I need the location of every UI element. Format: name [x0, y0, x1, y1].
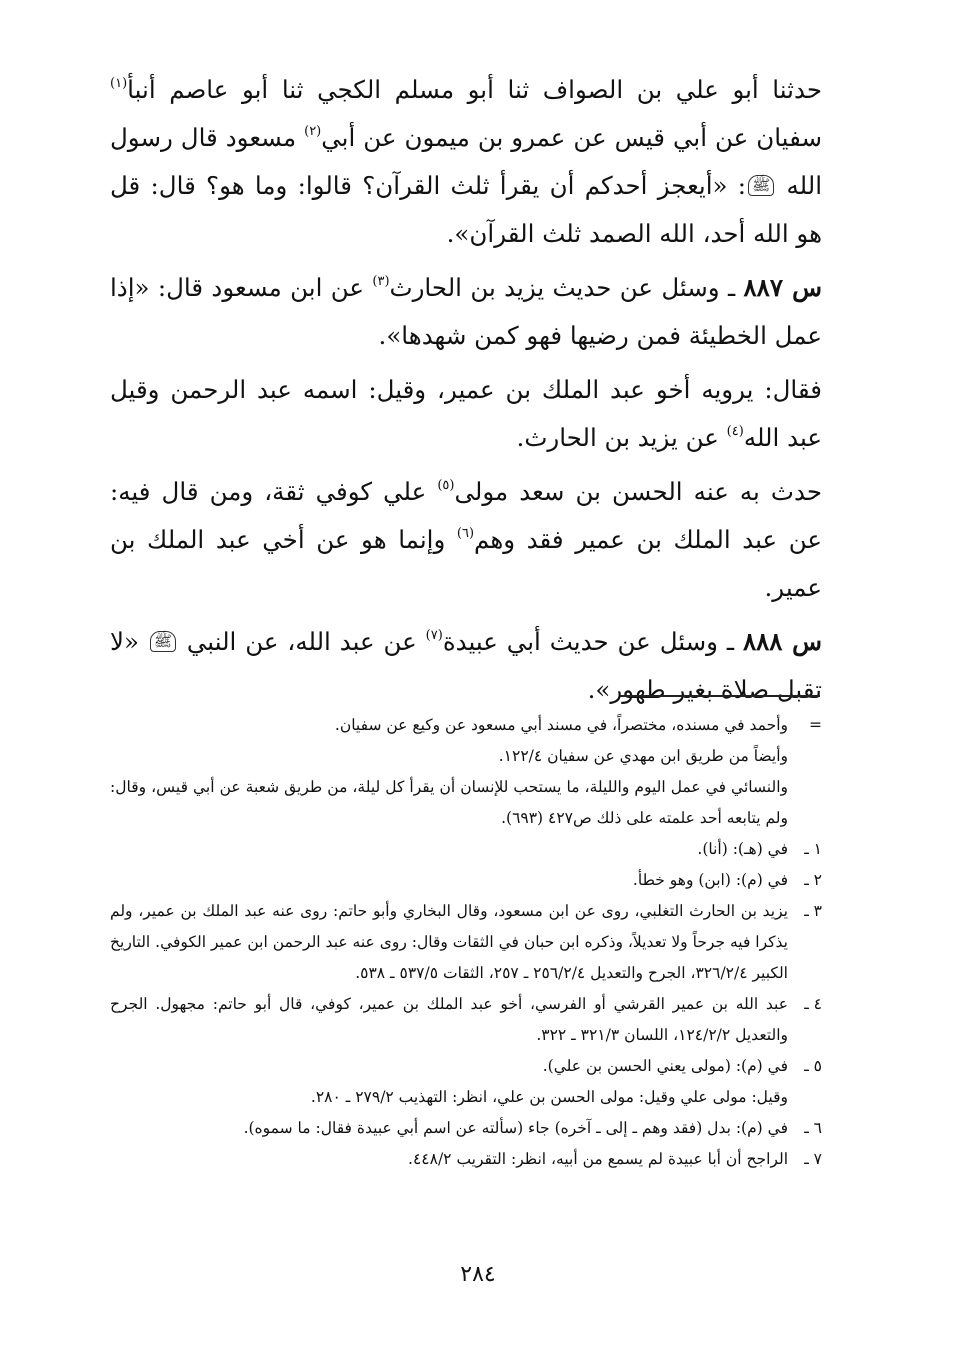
text-run: حدث به عنه الحسن بن سعد مولى: [454, 477, 822, 506]
footnote-text: وقيل: مولى علي وقيل: مولى الحسن بن علي، انظر: التهذيب ٢٧٩/٢ ـ ٢٨٠.: [310, 1088, 788, 1106]
footnote-text: في (م): بدل (فقد وهم ـ إلى ـ آخره) جاء (سألته عن اسم أبي عبيدة فقال: ما سموه).: [243, 1119, 788, 1137]
footnote-marker: ٥ ـ: [804, 1057, 822, 1075]
footnote-text: والنسائي في عمل اليوم والليلة، ما يستحب للإنسان أن يقرأ كل ليلة، من طريق شعبة عن أبي قيس، وقال: ولم يتابعه أحد علمته على ذلك ص٤٢٧ (٦٩٣).: [110, 778, 789, 827]
salutation-icon: ﷺ: [748, 175, 774, 196]
main-text: [110, 66, 822, 714]
footnote-item: [110, 1113, 822, 1144]
footnote-item: [110, 710, 822, 741]
footnote-marker: ٤ ـ: [804, 995, 822, 1013]
footnote-item: [110, 865, 822, 896]
footnote-marker: ١ ـ: [804, 840, 822, 858]
footnote-item: [110, 834, 822, 865]
footnote-text: يزيد بن الحارث التغلبي، روى عن ابن مسعود، وقال البخاري وأبو حاتم: روى عنه عبد الملك بن عمير، ولم يذكرا فيه جرحاً ولا تعديلاً، وذكره ابن حبان في الثقات وقال: روى عنه عبد الرحمن ابن عمير الكوفي. التاريخ الكبير ٣٢٦/٢/٤، الجرح والتعديل ٢٥٦/٢/٤ ـ ٢٥٧، الثقات ٥٣٧/٥ ـ ٥٣٨.: [110, 902, 788, 982]
footnote-ref-3[interactable]: (٣): [372, 274, 390, 289]
footnote-marker: =: [809, 716, 822, 734]
text-run: ـ وسئل عن حديث يزيد بن الحارث: [389, 273, 744, 302]
footnote-item: [110, 1082, 822, 1113]
text-run: «لا تقبل صلاة بغير طهور».: [110, 627, 822, 704]
footnote-ref-1[interactable]: (١): [110, 76, 128, 91]
text-run: وإنما هو عن أخي عبد الملك بن عمير.: [110, 525, 822, 602]
page-number: ٢٨٤: [460, 1262, 496, 1287]
footnote-ref-7[interactable]: (٧): [425, 628, 443, 643]
text-run: علي كوفي ثقة، ومن قال فيه: عن عبد الملك بن عمير فقد وهم: [110, 477, 822, 554]
text-run: ـ وسئل عن حديث أبي عبيدة: [442, 627, 743, 656]
footnote-ref-2[interactable]: (٢): [304, 124, 322, 139]
footnote-item: [110, 896, 822, 989]
question-887: [110, 264, 822, 360]
answer-paragraph-1: [110, 366, 822, 462]
footnote-ref-4[interactable]: (٤): [726, 424, 744, 439]
footnote-item: [110, 1051, 822, 1082]
footnote-text: في (م): (مولى يعني الحسن بن علي).: [542, 1057, 788, 1075]
footnote-ref-6[interactable]: (٦): [456, 526, 475, 541]
footnote-divider: [620, 695, 820, 697]
hadith-paragraph: [110, 66, 822, 258]
question-number: س ٨٨٧: [743, 273, 822, 302]
footnote-ref-5[interactable]: (٥): [437, 478, 455, 493]
text-run: عن ابن مسعود قال: «إذا عمل الخطيئة فمن رضيها فهو كمن شهدها».: [110, 273, 822, 350]
footnote-marker: ٣ ـ: [804, 902, 822, 920]
answer-paragraph-2: [110, 468, 822, 612]
footnote-marker: ٧ ـ: [804, 1150, 822, 1168]
question-888: [110, 618, 822, 714]
text-run: سفيان عن أبي قيس عن عمرو بن ميمون عن أبي: [321, 123, 822, 152]
footnote-text: وأيضاً من طريق ابن مهدي عن سفيان ١٢٢/٤.: [498, 747, 788, 765]
footnote-marker: ٢ ـ: [804, 871, 822, 889]
text-run: عن يزيد بن الحارث.: [516, 423, 727, 452]
text-run: مسعود قال رسول الله: [110, 123, 823, 200]
footnote-marker: ٦ ـ: [804, 1119, 822, 1137]
footnote-text: وأحمد في مسنده، مختصراً، في مسند أبي مسعود عن وكيع عن سفيان.: [334, 716, 788, 734]
footnote-text: في (م): (ابن) وهو خطأ.: [632, 871, 788, 889]
text-run: حدثنا أبو علي بن الصواف ثنا أبو مسلم الكجي ثنا أبو عاصم أنبأ: [127, 75, 822, 104]
footnote-item: [110, 1144, 822, 1175]
question-number: س ٨٨٨: [742, 627, 822, 656]
text-run: فقال: يرويه أخو عبد الملك بن عمير، وقيل: اسمه عبد الرحمن وقيل عبد الله: [110, 375, 822, 452]
footnote-item: [110, 741, 822, 772]
footnote-text: عبد الله بن عمير القرشي أو الفرسي، أخو عبد الملك بن عمير، كوفي، قال أبو حاتم: مجهول. الجرح والتعديل ١٢٤/٢/٢، اللسان ٣٢١/٣ ـ ٣٢٢.: [110, 995, 788, 1044]
text-run: : «أيعجز أحدكم أن يقرأ ثلث القرآن؟ قالوا: وما هو؟ قال: قل هو الله أحد، الله الصمد ثلث القرآن».: [110, 171, 822, 248]
salutation-icon: ﷺ: [150, 631, 176, 652]
footnotes: [110, 710, 822, 1175]
footnote-item: [110, 772, 822, 834]
footnote-text: في (هـ): (أنا).: [697, 840, 788, 858]
text-run: عن عبد الله، عن النبي: [177, 627, 426, 656]
footnote-item: [110, 989, 822, 1051]
footnote-text: الراجح أن أبا عبيدة لم يسمع من أبيه، انظر: التقريب ٤٤٨/٢.: [408, 1150, 788, 1168]
